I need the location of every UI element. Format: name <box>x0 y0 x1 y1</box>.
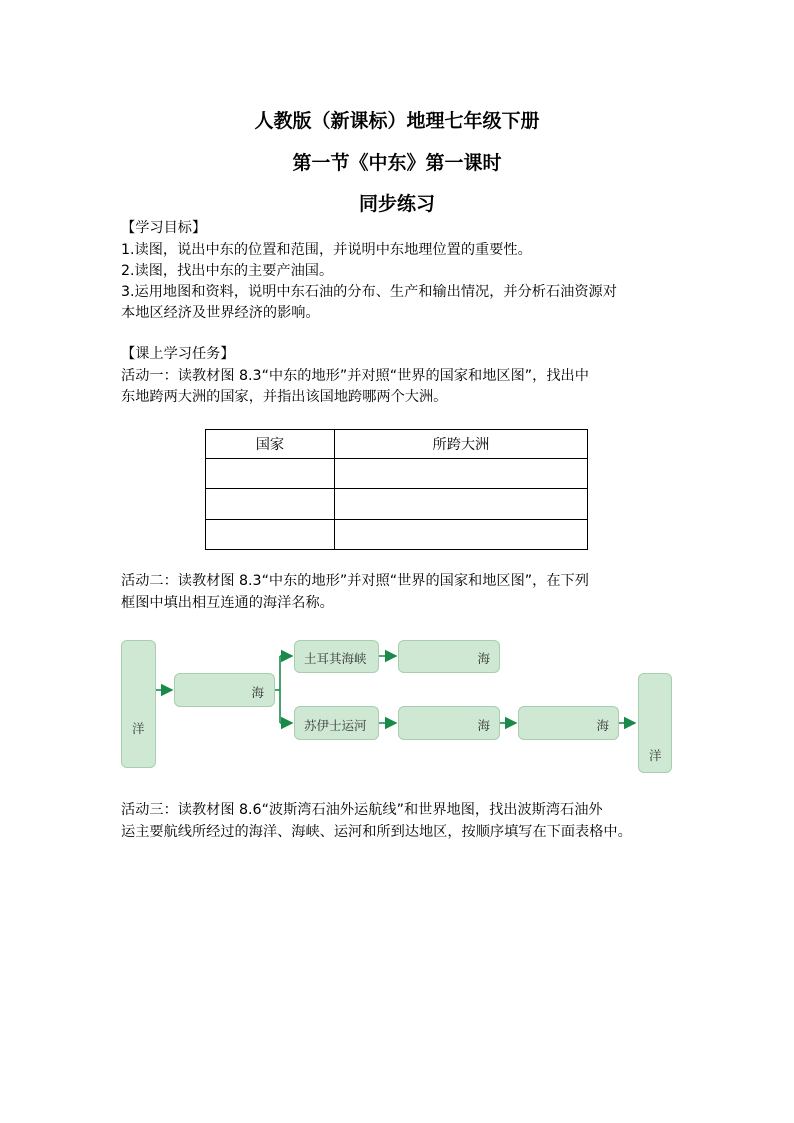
sea-last-box[interactable] <box>518 706 619 740</box>
header-country: 国家 <box>206 430 335 459</box>
goal-item: 本地区经济及世界经济的影响。 <box>121 305 320 321</box>
activity1-text: 活动一：读教材图 8.3“中东的地形”并对照“世界的国家和地区图”，找出中 <box>121 368 589 384</box>
sea-top-box[interactable] <box>398 640 500 673</box>
sea-mid-box[interactable] <box>398 706 500 740</box>
right-ocean-label: 洋 <box>649 748 662 763</box>
header-continent: 所跨大洲 <box>334 430 587 459</box>
right-ocean-box[interactable] <box>638 673 672 773</box>
tasks-heading: 【课上学习任务】 <box>121 346 235 362</box>
left-ocean-label: 洋 <box>132 721 145 736</box>
activity2-text: 活动二：读教材图 8.3“中东的地形”并对照“世界的国家和地区图”，在下列 <box>121 573 589 589</box>
activity1-text: 东地跨两大洲的国家，并指出该国地跨哪两个大洲。 <box>121 389 448 405</box>
goal-item: 1.读图，说出中东的位置和范围，并说明中东地理位置的重要性。 <box>121 242 532 258</box>
strait-label: 土耳其海峡 <box>304 651 367 666</box>
sea1-label: 海 <box>251 685 264 700</box>
sea-top-label: 海 <box>477 651 490 666</box>
activity3-text: 活动三：读教材图 8.6“波斯湾石油外运航线”和世界地图，找出波斯湾石油外 <box>121 802 603 818</box>
left-ocean-box[interactable] <box>121 640 156 768</box>
strait-box <box>294 640 379 673</box>
sea-mid-label: 海 <box>477 718 490 733</box>
activity3-text: 运主要航线所经过的海洋、海峡、运河和所到达地区，按顺序填写在下面表格中。 <box>121 824 632 840</box>
goal-item: 2.读图，找出中东的主要产油国。 <box>121 263 334 279</box>
lesson-title: 第一节《中东》第一课时 <box>292 152 502 174</box>
sea1-box[interactable] <box>174 673 275 707</box>
canal-box <box>294 706 379 740</box>
document-title: 人教版（新课标）地理七年级下册 <box>254 110 540 132</box>
goal-item: 3.运用地图和资料，说明中东石油的分布、生产和输出情况，并分析石油资源对 <box>121 284 617 300</box>
sea-last-label: 海 <box>596 718 609 733</box>
exercise-title: 同步练习 <box>358 193 435 215</box>
canal-label: 苏伊士运河 <box>304 718 367 733</box>
goals-heading: 【学习目标】 <box>121 220 207 236</box>
activity2-text: 框图中填出相互连通的海洋名称。 <box>121 595 334 611</box>
